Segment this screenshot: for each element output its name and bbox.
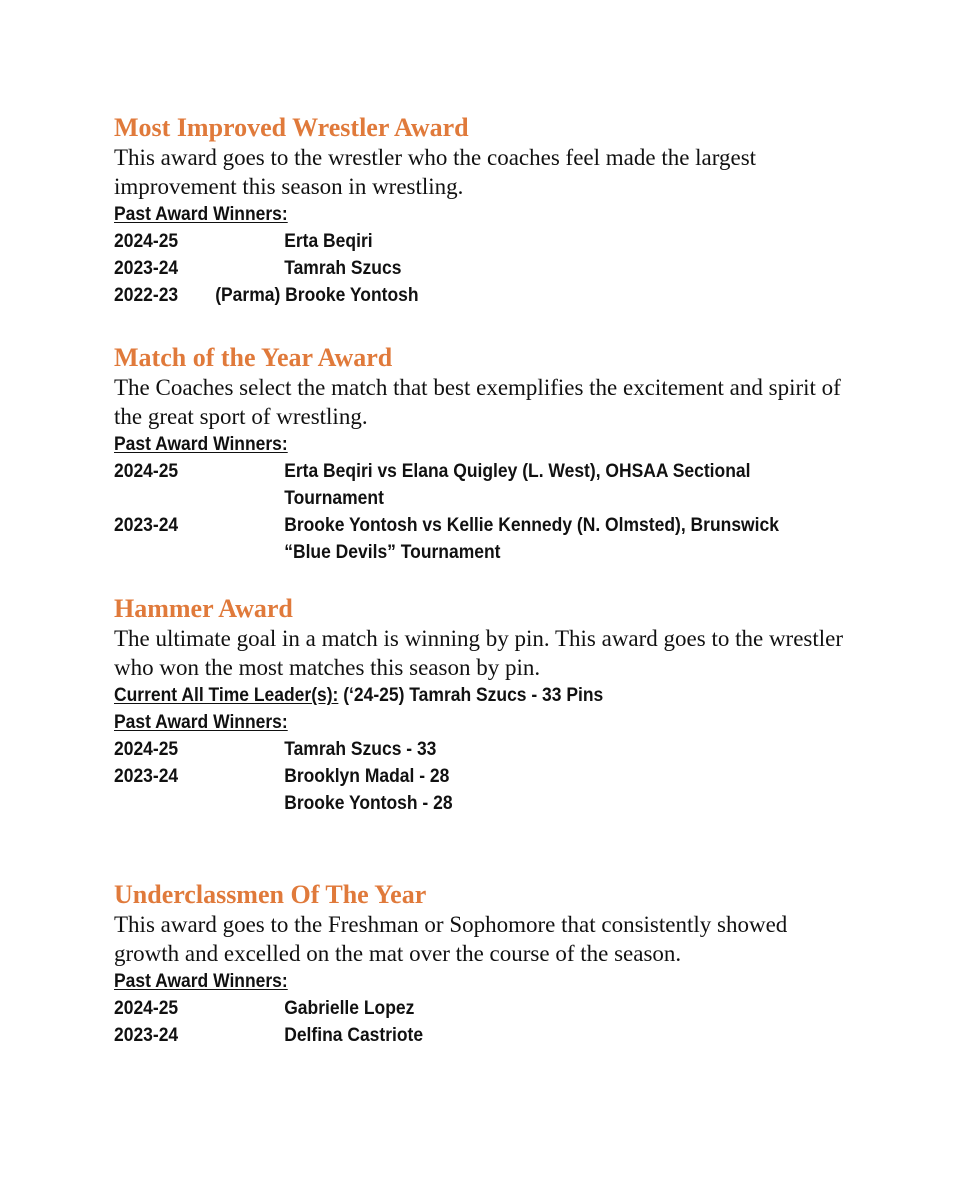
winner-row (114, 255, 795, 282)
section-title: Match of the Year Award (114, 343, 393, 372)
winner-name: Tamrah Szucs - 33 (284, 739, 437, 760)
winner-row (114, 790, 795, 817)
winner-name: Tamrah Szucs (284, 258, 402, 279)
section-title: Underclassmen Of The Year (114, 880, 427, 909)
leader-label: Current All Time Leader(s): (114, 685, 339, 706)
winner-row (114, 458, 795, 512)
all-time-leader (114, 682, 795, 709)
winner-row (114, 282, 795, 309)
winners-label-text: Past Award Winners: (114, 204, 288, 225)
section-most-improved (114, 113, 854, 309)
winner-row (114, 763, 795, 790)
winner-name: Delfina Castriote (284, 1025, 424, 1046)
winner-name: Brooklyn Madal - 28 (284, 766, 450, 787)
section-description: The Coaches select the match that best exemplifies the excitement and spirit of the great sport of wrestling. (114, 375, 841, 429)
winner-row (114, 995, 795, 1022)
winner-name: (Parma) Brooke Yontosh (215, 285, 419, 306)
winners-label-text: Past Award Winners: (114, 712, 288, 733)
winner-year (114, 790, 284, 817)
section-title: Hammer Award (114, 594, 293, 623)
section-hammer (114, 594, 854, 817)
winners-label-text: Past Award Winners: (114, 971, 288, 992)
winner-year: 2024-25 (114, 998, 179, 1019)
winner-name: Gabrielle Lopez (284, 998, 415, 1019)
section-description: This award goes to the Freshman or Sophomore that consistently showed growth and excelled on the mat over the course of the season. (114, 912, 788, 966)
winner-row (114, 228, 795, 255)
winners-label-text: Past Award Winners: (114, 434, 288, 455)
winner-name: Erta Beqiri vs Elana Quigley (L. West), OHSAA Sectional Tournament (284, 461, 751, 509)
winner-row (114, 736, 795, 763)
winner-year: 2024-25 (114, 461, 179, 482)
winners-label (114, 709, 795, 736)
winner-year: 2024-25 (114, 231, 179, 252)
section-description: This award goes to the wrestler who the coaches feel made the largest improvement this season in wrestling. (114, 145, 757, 199)
section-match-of-the-year (114, 343, 854, 566)
winner-row (114, 1022, 795, 1049)
winners-label (114, 431, 795, 458)
section-underclassmen (114, 880, 854, 1049)
winners-label (114, 968, 795, 995)
winner-name: Brooke Yontosh - 28 (284, 793, 453, 814)
winner-row (114, 512, 795, 566)
section-title: Most Improved Wrestler Award (114, 113, 469, 142)
winner-name: Brooke Yontosh vs Kellie Kennedy (N. Olmsted), Brunswick “Blue Devils” Tournament (284, 515, 779, 563)
winner-year: 2023-24 (114, 766, 179, 787)
winners-label (114, 201, 795, 228)
winner-year: 2023-24 (114, 515, 179, 536)
winner-year: 2023-24 (114, 1025, 179, 1046)
winner-year: 2024-25 (114, 739, 179, 760)
winner-name: Erta Beqiri (284, 231, 373, 252)
winner-year: 2022-23 (114, 285, 179, 306)
winner-year: 2023-24 (114, 258, 179, 279)
section-description: The ultimate goal in a match is winning by pin. This award goes to the wrestler who won the most matches this season by pin. (114, 626, 844, 680)
leader-value: (‘24-25) Tamrah Szucs - 33 Pins (343, 685, 604, 706)
